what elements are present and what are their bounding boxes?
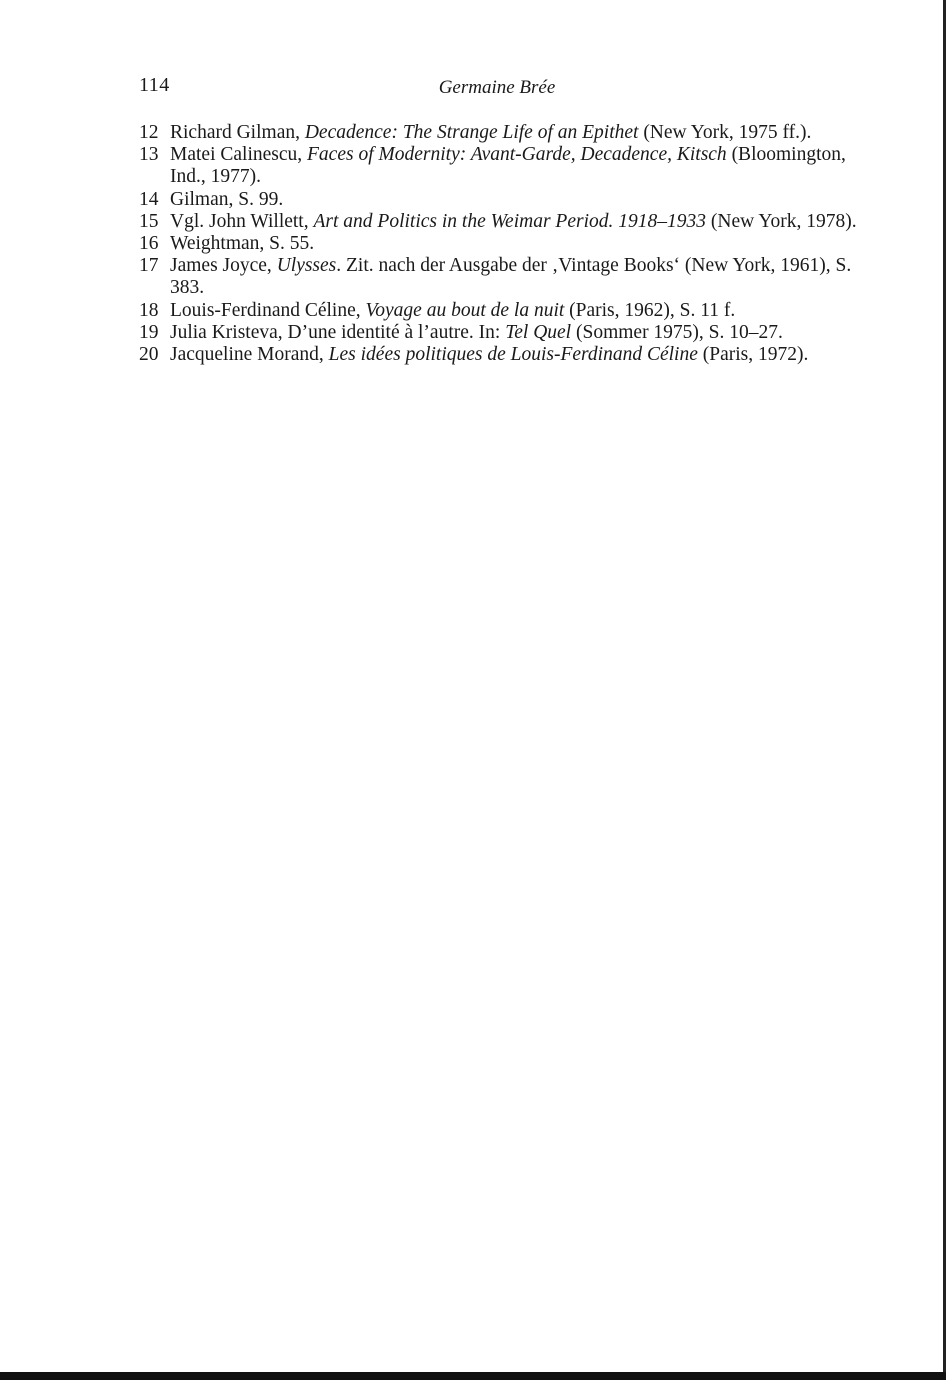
footnote-13 xyxy=(139,144,859,188)
footnote-title: Tel Quel xyxy=(505,321,572,343)
footnote-text xyxy=(170,144,846,187)
footnote-text-part: (Bloomington, Ind., 1977). xyxy=(170,144,846,188)
footnote-number: 17 xyxy=(139,255,159,277)
footnote-title: Les idées politiques de Louis-Ferdinand Céline xyxy=(328,344,698,366)
footnote-17 xyxy=(139,255,859,299)
footnote-number: 15 xyxy=(139,210,159,232)
footnote-text-part: Richard Gilman, xyxy=(170,122,305,143)
footnote-number: 20 xyxy=(139,344,159,366)
footnote-text-part: . Zit. nach der Ausgabe der ‚Vintage Books‘ (New York, 1961), S. 383. xyxy=(170,255,852,299)
page-number: 114 xyxy=(139,74,170,96)
footnotes-list xyxy=(139,122,859,366)
footnote-number: 14 xyxy=(139,188,159,210)
footnote-text-part: Louis-Ferdinand Céline, xyxy=(170,299,366,321)
footnote-title: Ulysses xyxy=(276,255,337,277)
running-head: Germaine Brée xyxy=(438,77,556,98)
footnote-16 xyxy=(139,233,859,255)
footnote-19 xyxy=(139,322,859,344)
footnote-text xyxy=(170,344,808,365)
footnote-text-part: (New York, 1975 ff.). xyxy=(638,122,812,143)
footnote-text-part: Julia Kristeva, D’une identité à l’autre. In: xyxy=(170,321,506,343)
footnote-12 xyxy=(139,122,859,144)
footnote-text-part: Vgl. John Willett, xyxy=(170,210,314,232)
footnote-text xyxy=(170,300,735,321)
footnote-title: Art and Politics in the Weimar Period. 1918–1933 xyxy=(313,210,706,232)
footnote-text xyxy=(170,122,811,143)
footnote-text xyxy=(170,189,283,210)
footnote-20 xyxy=(139,344,859,366)
footnote-18 xyxy=(139,300,859,322)
footnote-number: 12 xyxy=(139,122,159,143)
footnote-text-part: (Paris, 1972). xyxy=(697,344,809,366)
footnote-text-part: Gilman, S. 99. xyxy=(170,188,284,210)
page-bottom-edge xyxy=(0,1372,946,1380)
footnote-text xyxy=(170,211,857,232)
footnote-number: 13 xyxy=(139,144,159,166)
footnote-title: Decadence: The Strange Life of an Epithet xyxy=(304,122,639,143)
footnote-text-part: Weightman, S. 55. xyxy=(170,233,315,255)
footnote-title: Faces of Modernity: Avant-Garde, Decadence, Kitsch xyxy=(307,144,727,166)
footnote-number: 19 xyxy=(139,321,159,343)
footnote-text-part: James Joyce, xyxy=(170,255,277,277)
footnote-text xyxy=(170,233,314,254)
footnote-14 xyxy=(139,189,859,211)
footnote-text xyxy=(170,322,783,343)
footnote-text-part: (New York, 1978). xyxy=(706,210,857,232)
footnote-text-part: (Paris, 1962), S. 11 f. xyxy=(564,299,736,321)
footnote-text-part: Matei Calinescu, xyxy=(170,144,308,166)
footnote-number: 18 xyxy=(139,299,159,321)
footnote-text xyxy=(170,255,851,298)
footnote-title: Voyage au bout de la nuit xyxy=(365,299,565,321)
footnote-text-part: (Sommer 1975), S. 10–27. xyxy=(571,321,783,343)
footnote-number: 16 xyxy=(139,233,159,255)
footnote-text-part: Jacqueline Morand, xyxy=(170,344,329,366)
footnote-15 xyxy=(139,211,859,233)
